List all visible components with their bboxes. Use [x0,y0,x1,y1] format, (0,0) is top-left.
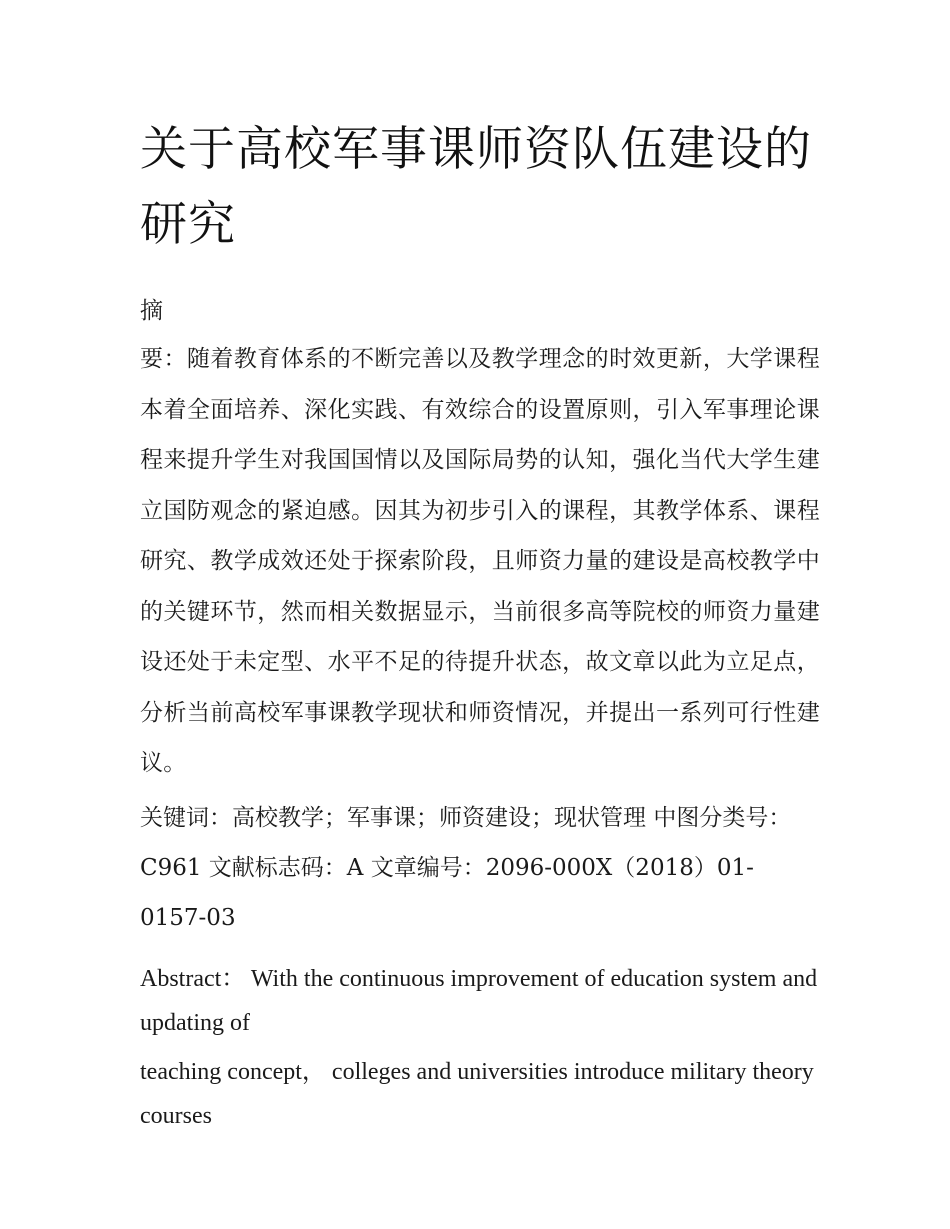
document-title: 关于高校军事课师资队伍建设的研究 [140,122,812,252]
english-abstract [140,957,820,1138]
abstract-label: 摘 [140,298,163,324]
keywords-text: 关键词：高校教学；军事课；师资建设；现状管理 [140,804,646,831]
classification-text: 中图分类号：C961 文献标志码：A 文章编号：2096-000X（2018）01-0157-03 [140,804,792,931]
english-abstract-line: teaching concept， colleges and universities introduce military theory courses [140,1058,814,1129]
english-abstract-line: Abstract： With the continuous improvement of education system and updating of [140,965,818,1036]
document-page [140,0,820,1143]
keywords-line [140,793,820,943]
chinese-abstract: 要：随着教育体系的不断完善以及教学理念的时效更新，大学课程本着全面培养、深化实践、有效综合的设置原则，引入军事理论课程来提升学生对我国国情以及国际局势的认知，强化当代大学生建立国防观念的紧迫感。因其为初步引入的课程，其教学体系、课程研究、教学成效还处于探索阶段，且师资力量的建设是高校教学中的关键环节，然而相关数据显示，当前很多高等院校的师资力量建设还处于未定型、水平不足的待提升状态，故文章以此为立足点，分析当前高校军事课教学现状和师资情况，并提出一系列可行性建议。 [140,346,820,776]
